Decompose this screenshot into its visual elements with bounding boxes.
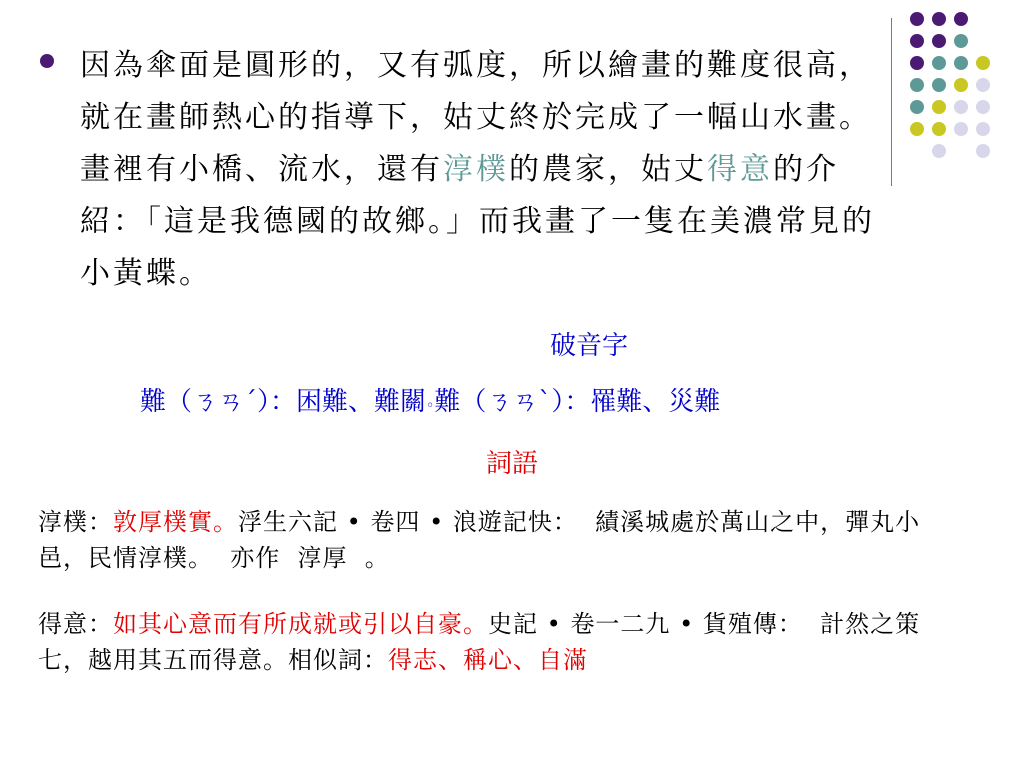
def-meaning: 如其心意而有所成就或引以自豪。 bbox=[113, 610, 488, 638]
paragraph-text-2: 的農家，姑丈 bbox=[509, 152, 707, 187]
def-source: 史記 bbox=[488, 610, 538, 638]
paragraph-text-3: 的介紹：「這是我德國的故鄉。」而我畫了一隻在美濃常見的小黃蝶。 bbox=[80, 152, 875, 291]
def-volume: 卷四 bbox=[370, 508, 421, 536]
def-end: 。 bbox=[364, 544, 390, 572]
decorative-dot bbox=[976, 78, 990, 92]
def-synonyms: 得志、稱心、自滿 bbox=[388, 646, 588, 674]
definition-deyi bbox=[38, 606, 958, 678]
example-text-2: ）：困難、難關 bbox=[257, 387, 427, 417]
def-bullet: • bbox=[546, 610, 562, 638]
poyinzi-example bbox=[140, 381, 1000, 418]
decorative-dot bbox=[932, 100, 946, 114]
decorative-dot bbox=[954, 78, 968, 92]
decorative-dot bbox=[932, 122, 946, 136]
def-note: 亦作 bbox=[230, 544, 281, 572]
def-synonyms-label: 相似詞： bbox=[288, 646, 388, 674]
ciyu-heading: 詞語 bbox=[485, 449, 538, 479]
def-chapter: 浪遊記快： bbox=[452, 508, 578, 536]
decorative-dot bbox=[954, 122, 968, 136]
def-quote: 計然之策七，越用其五而得意。 bbox=[38, 610, 921, 674]
decorative-dot bbox=[976, 56, 990, 70]
term-chunpu: 淳樸 bbox=[443, 152, 509, 187]
poyinzi-heading: 破音字 bbox=[549, 331, 628, 361]
def-bullet: • bbox=[679, 610, 695, 638]
zhuyin-nan-4: ㄋㄢˋ bbox=[486, 387, 552, 417]
def-bullet: • bbox=[346, 508, 362, 536]
main-bullet-block bbox=[38, 40, 898, 300]
decorative-dot bbox=[932, 144, 946, 158]
decorative-dot bbox=[954, 12, 968, 26]
decorative-dot bbox=[910, 56, 924, 70]
decorative-dot bbox=[910, 100, 924, 114]
decorative-dot bbox=[910, 12, 924, 26]
def-meaning: 敦厚樸實。 bbox=[113, 508, 238, 536]
paragraph-text-1: 因為傘面是圓形的，又有弧度，所以繪畫的難度很高，就在畫師熱心的指導下，姑丈終於完成了一幅山水畫。畫裡有小橋、流水，還有 bbox=[80, 48, 872, 187]
def-quote: 績溪城處於萬山之中，彈丸小邑，民情淳樸。 bbox=[38, 508, 921, 572]
decorative-dot bbox=[954, 34, 968, 48]
decorative-dot bbox=[932, 78, 946, 92]
example-text-3: 難（ bbox=[434, 387, 487, 417]
decorative-dot bbox=[910, 122, 924, 136]
decorative-dot bbox=[932, 56, 946, 70]
example-text-4: ）：罹難、災難 bbox=[551, 387, 721, 417]
decorative-dot bbox=[954, 100, 968, 114]
bullet-icon bbox=[40, 54, 54, 68]
decorative-dot bbox=[976, 144, 990, 158]
def-term: 得意： bbox=[38, 610, 113, 638]
term-deyi: 得意 bbox=[707, 152, 773, 187]
def-term: 淳樸： bbox=[38, 508, 113, 536]
decorative-dot bbox=[954, 56, 968, 70]
decorative-dot bbox=[976, 100, 990, 114]
decorative-dot bbox=[932, 34, 946, 48]
example-text-1: 難（ bbox=[140, 387, 193, 417]
zhuyin-nan-2: ㄋㄢˊ bbox=[192, 387, 258, 417]
definition-chunpu bbox=[38, 504, 958, 576]
def-alt: 淳厚 bbox=[297, 544, 348, 572]
def-volume: 卷一二九 bbox=[570, 610, 671, 638]
decorative-dot-grid bbox=[910, 12, 1020, 172]
def-bullet: • bbox=[429, 508, 445, 536]
small-period: ◦ bbox=[426, 398, 435, 414]
def-source: 浮生六記 bbox=[238, 508, 338, 536]
decorative-dot bbox=[910, 78, 924, 92]
decorative-dot bbox=[932, 12, 946, 26]
main-paragraph bbox=[80, 40, 892, 300]
decorative-dot bbox=[910, 34, 924, 48]
decorative-dot bbox=[976, 122, 990, 136]
def-chapter: 貨殖傳： bbox=[702, 610, 803, 638]
